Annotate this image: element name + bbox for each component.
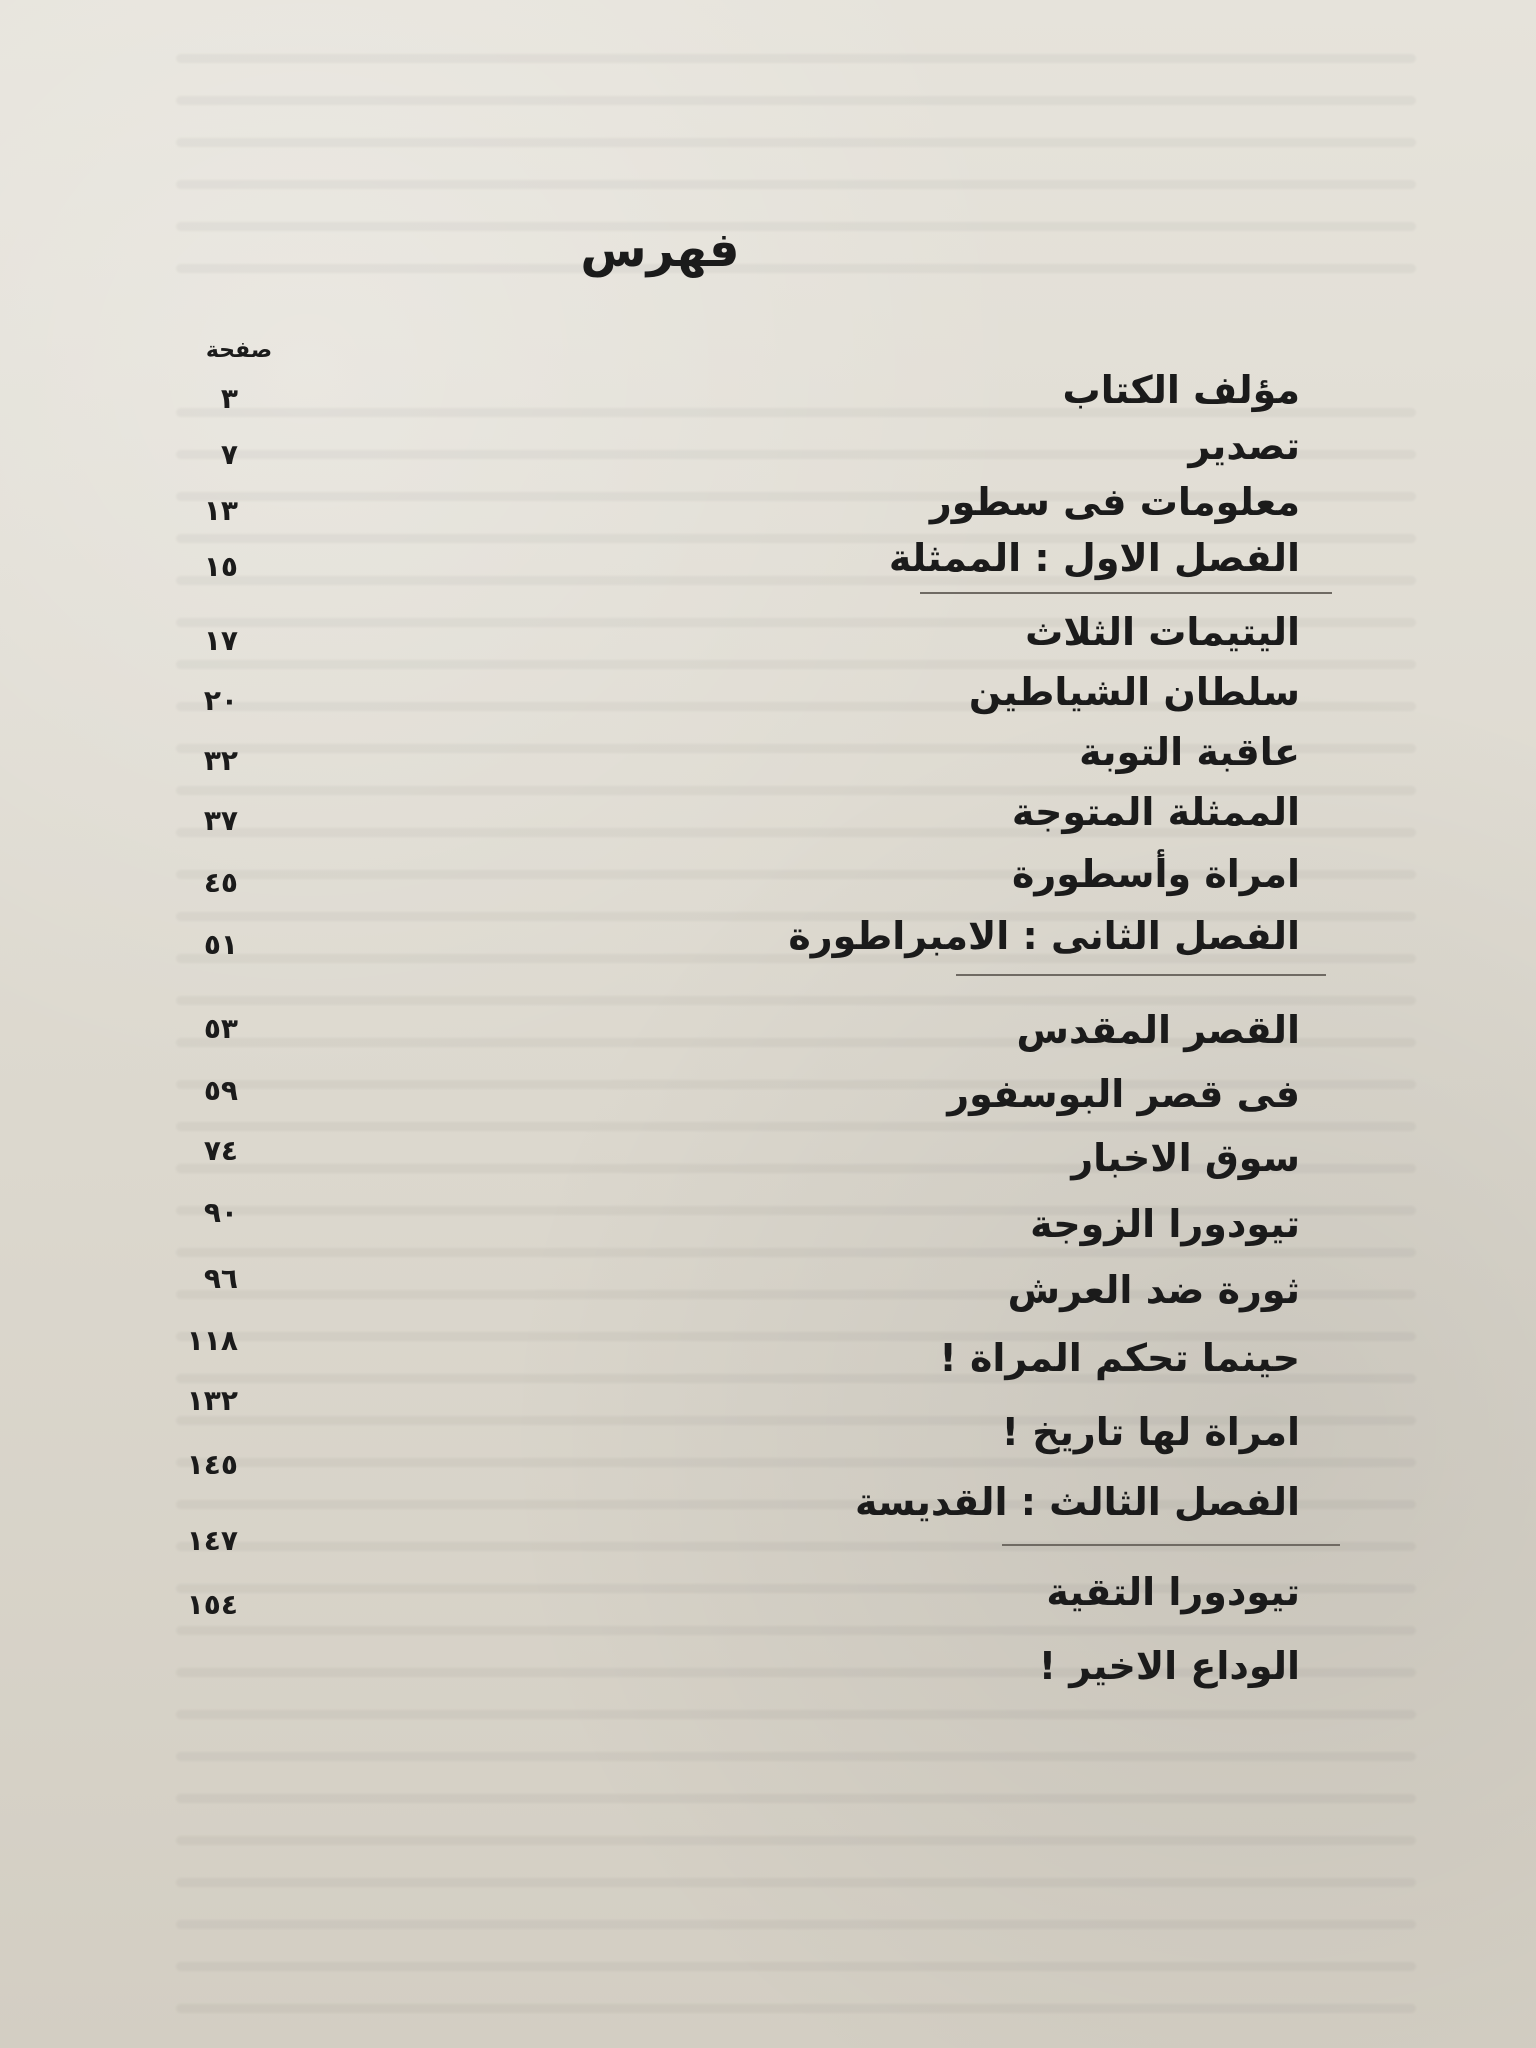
show-through-text-line [176, 1752, 1416, 1761]
toc-entry: الممثلة المتوجة [1011, 790, 1300, 834]
section-divider [956, 974, 1326, 976]
page-number: ٥١ [203, 928, 238, 961]
toc-entry: تيودورا التقية [1046, 1570, 1300, 1614]
show-through-text-line [176, 1626, 1416, 1635]
page-number: ١٣ [203, 494, 238, 527]
toc-entry: القصر المقدس [1016, 1008, 1300, 1052]
page-number: ١٥٤ [186, 1588, 238, 1621]
toc-entry: الوداع الاخير ! [1038, 1644, 1300, 1688]
toc-entry: الفصل الثانى : الامبراطورة [788, 914, 1300, 958]
page-number: ١١٨ [186, 1324, 238, 1357]
show-through-text-line [176, 96, 1416, 105]
page-number: ٩٦ [203, 1262, 238, 1295]
page-number: ٩٠ [203, 1196, 238, 1229]
page-number: ٢٠ [203, 684, 238, 717]
toc-entry: تصدير [1188, 424, 1300, 468]
toc-entry: امراة لها تاريخ ! [1001, 1410, 1300, 1454]
page-number: ١٤٧ [186, 1524, 238, 1557]
toc-entry: سلطان الشياطين [968, 670, 1300, 714]
show-through-text-line [176, 54, 1416, 63]
show-through-text-line [176, 1794, 1416, 1803]
toc-entry: فى قصر البوسفور [947, 1072, 1300, 1116]
page-number-header: صفحة [205, 338, 273, 363]
toc-entry: عاقبة التوبة [1079, 730, 1300, 774]
show-through-text-line [176, 1878, 1416, 1887]
toc-entry: مؤلف الكتاب [1062, 368, 1300, 412]
toc-entry: اليتيمات الثلاث [1025, 610, 1300, 654]
toc-entry: معلومات فى سطور [929, 480, 1300, 524]
page-number: ٥٩ [203, 1074, 238, 1107]
show-through-text-line [176, 138, 1416, 147]
page-title: فهرس [580, 222, 740, 278]
toc-entry: الفصل الاول : الممثلة [888, 536, 1300, 580]
show-through-text-line [176, 2004, 1416, 2013]
toc-entry: الفصل الثالث : القديسة [854, 1480, 1300, 1524]
toc-entry: حينما تحكم المراة ! [939, 1336, 1300, 1380]
page-number: ١٥ [203, 550, 238, 583]
page-number: ٣ [220, 382, 238, 415]
toc-entry: تيودورا الزوجة [1030, 1202, 1300, 1246]
show-through-text-line [176, 1836, 1416, 1845]
page-number: ٤٥ [203, 866, 238, 899]
page-number: ٧ [220, 438, 238, 471]
section-divider [1002, 1544, 1340, 1546]
toc-entry: امراة وأسطورة [1011, 852, 1300, 896]
page-number: ١٤٥ [186, 1448, 238, 1481]
toc-entry: سوق الاخبار [1071, 1136, 1300, 1180]
page-number: ١٧ [203, 624, 238, 657]
show-through-text-line [176, 264, 1416, 273]
page-number: ٣٧ [203, 804, 238, 837]
show-through-text-line [176, 1710, 1416, 1719]
show-through-text-line [176, 1962, 1416, 1971]
show-through-text-line [176, 180, 1416, 189]
show-through-text-line [176, 1920, 1416, 1929]
page-number: ٧٤ [203, 1134, 238, 1167]
section-divider [920, 592, 1332, 594]
show-through-text-line [176, 222, 1416, 231]
toc-entry: ثورة ضد العرش [1007, 1268, 1300, 1312]
page-number: ١٣٢ [186, 1384, 238, 1417]
page-number: ٣٢ [203, 744, 238, 777]
page-number: ٥٣ [203, 1012, 238, 1045]
